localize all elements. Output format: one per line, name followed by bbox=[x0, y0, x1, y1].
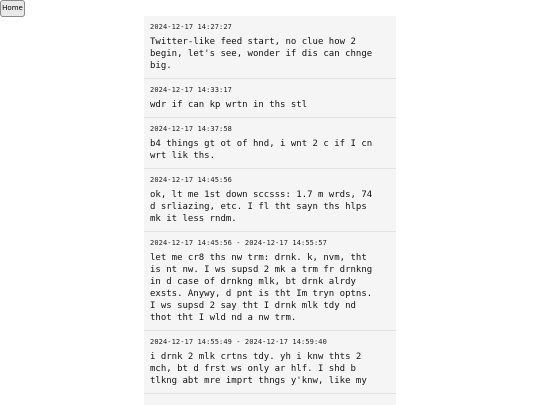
post-text: ok, lt me 1st down sccsss: 1.7 m wrds, 74 d srliazing, etc. I fl tht sayn ths hlps mk it less rndm. bbox=[150, 190, 373, 224]
post-timestamp: 2024-12-17 14:45:56 bbox=[150, 176, 232, 184]
post-text: let me cr8 ths nw trm: drnk. k, nvm, tht is nt nw. I ws supsd 2 mk a trm fr drnkng in d case of drnkng mlk, bt drnk alrdy exsts. Anywy, d pnt is tht Im tryn optns. I ws supsd 2 say tht I drnk mlk tdy nd thot tht I wld nd a nw trm. bbox=[150, 253, 373, 323]
feed bbox=[144, 16, 396, 405]
feed-post bbox=[144, 232, 396, 331]
post-timestamp: 2024-12-17 14:45:56 - 2024-12-17 14:55:57 bbox=[150, 239, 327, 247]
post-timestamp: 2024-12-17 14:27:27 bbox=[150, 23, 232, 31]
feed-post bbox=[144, 331, 396, 394]
post-text: i drnk 2 mlk crtns tdy. yh i knw thts 2 mch, bt d frst ws only ar hlf. I shd b tlkng abt mre imprt thngs y'knw, like my bbox=[150, 352, 367, 386]
feed-post bbox=[144, 16, 396, 79]
feed-post bbox=[144, 79, 396, 118]
post-text: wdr if can kp wrtn in ths stl bbox=[150, 100, 308, 110]
home-button[interactable]: Home bbox=[0, 0, 25, 17]
feed-post bbox=[144, 118, 396, 169]
feed-post bbox=[144, 169, 396, 232]
post-timestamp: 2024-12-17 14:33:17 bbox=[150, 86, 232, 94]
post-timestamp: 2024-12-17 14:37:58 bbox=[150, 125, 232, 133]
post-text: b4 things gt ot of hnd, i wnt 2 c if I cn wrt lik ths. bbox=[150, 139, 373, 161]
post-timestamp: 2024-12-17 14:55:49 - 2024-12-17 14:59:40 bbox=[150, 338, 327, 346]
post-text: Twitter-like feed start, no clue how 2 begin, let's see, wonder if dis can chnge big. bbox=[150, 37, 373, 71]
